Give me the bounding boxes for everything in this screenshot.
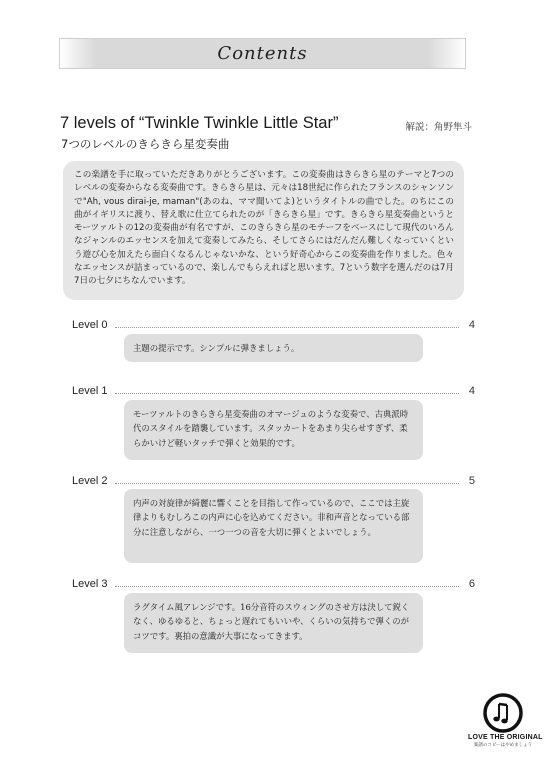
level-2-description xyxy=(124,489,423,563)
level-label: Level 0 xyxy=(72,319,108,331)
dot-leader xyxy=(115,586,458,587)
contents-banner xyxy=(59,38,466,69)
level-label: Level 3 xyxy=(72,578,108,590)
dot-leader xyxy=(115,393,458,394)
dot-leader xyxy=(115,327,458,328)
level-label: Level 1 xyxy=(72,385,108,397)
piece-subtitle: 7つのレベルのきらきら星変奏曲 xyxy=(61,137,230,151)
page-number: 4 xyxy=(468,385,475,397)
intro-box xyxy=(63,161,464,300)
piece-title: 7 levels of “Twinkle Twinkle Little Star” xyxy=(60,114,339,132)
page-number: 5 xyxy=(468,475,475,487)
level-description-text: 主題の提示です。シンプルに弾きましょう。 xyxy=(133,343,300,353)
level-1-entry[interactable] xyxy=(72,384,475,398)
level-3-entry[interactable] xyxy=(72,577,475,591)
level-1-description xyxy=(124,400,423,460)
level-0-description xyxy=(124,334,423,362)
logo-tagline: 楽譜のコピーはやめましょう xyxy=(473,743,533,748)
level-label: Level 2 xyxy=(72,475,108,487)
love-the-original-logo xyxy=(468,693,543,763)
level-description-text: 内声の対旋律が綺麗に響くことを目指して作っているので、ここでは主旋律よりもむしろこの内声に心を込めてください。非和声音となっている部分に注意しながら、一つ一つの音を大切に弾くとよいでしょう。 xyxy=(133,498,410,537)
level-2-entry[interactable] xyxy=(72,474,475,488)
intro-text: この楽譜を手に取っていただきありがとうございます。この変奏曲はきらきら星のテーマと7つのレベルの変奏からなる変奏曲です。きらきら星は、元々は18世紀に作られたフランスのシャンソンで"Ah, vous dirai-je, maman"(あのね、ママ聞いてよ)というタイトルの曲でした。のちにこの曲がイギリスに渡り、替え歌に仕立てられたのが「きらきら星」です。きらきら星変奏曲というとモーツァルトの12の変奏曲が有名ですが、このきらきら星のモチーフをベースにして現代のいろんなジャンルのエッセンスを加えて変奏してみたら、そしてさらにはだんだん難しくなっていくという遊び心を加えたら面白くなるんじゃないかな、という好奇心からこの変奏曲を作りました。色々なエッセンスが詰まっているので、楽しんでもらえればと思います。7という数字を選んだのは7月7日の七夕にちなんでいます。 xyxy=(74,170,454,287)
commentary-author: 解説：角野隼斗 xyxy=(405,122,472,133)
music-note-icon xyxy=(483,693,523,733)
logo-name: LOVE THE ORIGINAL xyxy=(468,734,543,741)
level-description-text: モーツァルトのきらきら星変奏曲のオマージュのような変奏で、古典派時代のスタイルを踏襲しています。スタッカートをあまり尖らせすぎず、柔らかいけど軽いタッチで弾くと効果的です。 xyxy=(133,409,409,448)
level-0-entry[interactable] xyxy=(72,318,475,332)
level-description-text: ラグタイム風アレンジです。16分音符のスウィングのさせ方は決して鋭くなく、ゆるゆると、ちょっと遅れてもいいや、くらいの気持ちで弾くのがコツです。裏拍の意識が大事になってきます。 xyxy=(133,602,410,641)
page-number: 4 xyxy=(468,319,475,331)
page-number: 6 xyxy=(468,578,475,590)
contents-title: Contents xyxy=(217,43,308,64)
dot-leader xyxy=(115,483,458,484)
level-3-description xyxy=(124,593,423,653)
